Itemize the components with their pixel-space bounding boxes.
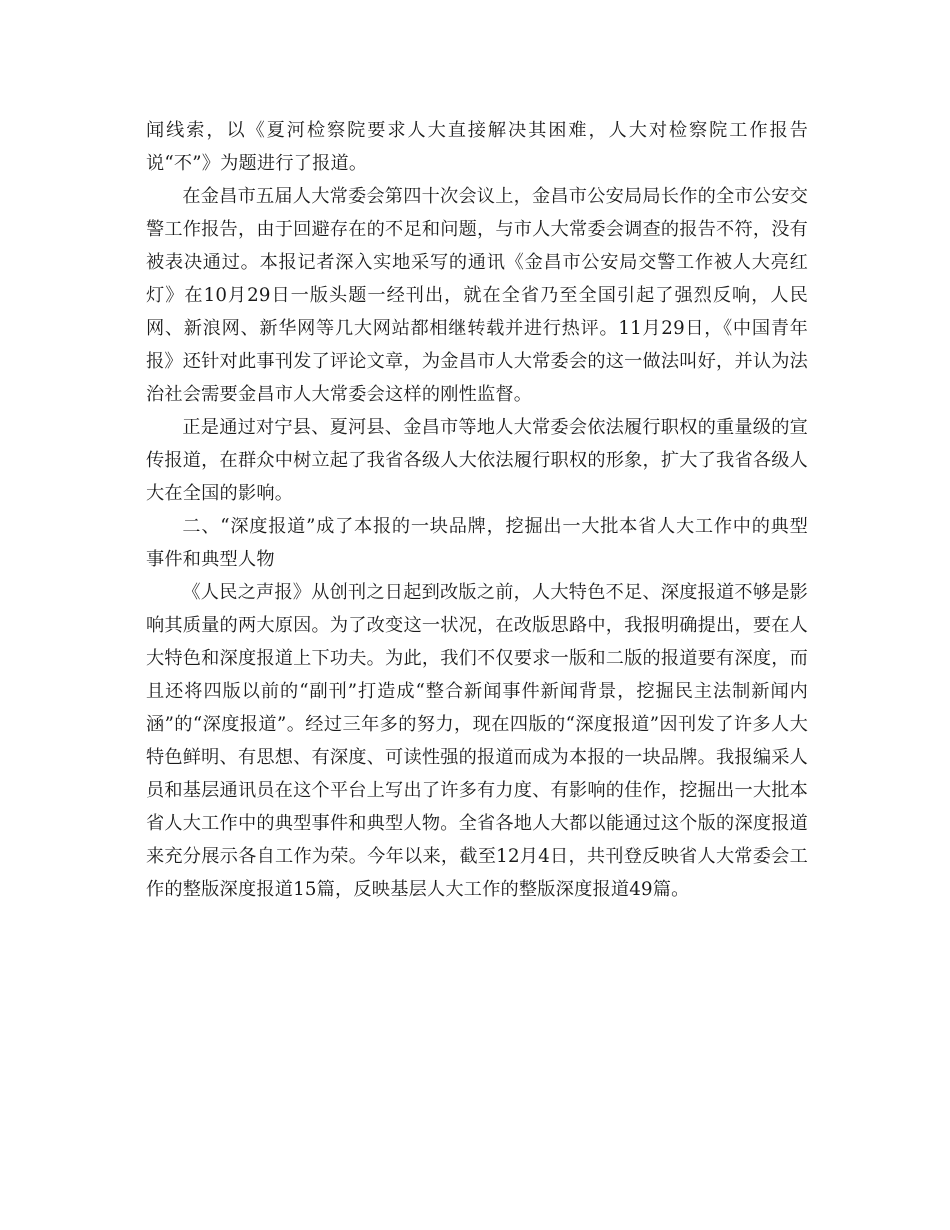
document-body xyxy=(146,114,808,906)
paragraph: 在金昌市五届人大常委会第四十次会议上，金昌市公安局局长作的全市公安交警工作报告，由于回避存在的不足和问题，与市人大常委会调查的报告不符，没有被表决通过。本报记者深入实地采写的通讯《金昌市公安局交警工作被人大亮红灯》在10月29日一版头题一经刊出，就在全省乃至全国引起了强烈反响，人民网、新浪网、新华网等几大网站都相继转载并进行热评。11月29日，《中国青年报》还针对此事刊发了评论文章，为金昌市人大常委会的这一做法叫好，并认为法治社会需要金昌市人大常委会这样的刚性监督。 xyxy=(146,186,808,405)
paragraph: 闻线索，以《夏河检察院要求人大直接解决其困难，人大对检察院工作报告说“不”》为题进行了报道。 xyxy=(146,120,808,174)
paragraph: 《人民之声报》从创刊之日起到改版之前，人大特色不足、深度报道不够是影响其质量的两大原因。为了改变这一状况，在改版思路中，我报明确提出，要在人大特色和深度报道上下功夫。为此，我们不仅要求一版和二版的报道要有深度，而且还将四版以前的“副刊”打造成“整合新闻事件新闻背景，挖掘民主法制新闻内涵”的“深度报道”。经过三年多的努力，现在四版的“深度报道”因刊发了许多人大特色鲜明、有思想、有深度、可读性强的报道而成为本报的一块品牌。我报编采人员和基层通讯员在这个平台上写出了许多有力度、有影响的佳作，挖掘出一大批本省人大工作中的典型事件和典型人物。全省各地人大都以能通过这个版的深度报道来充分展示各自工作为荣。今年以来，截至12月4日，共刊登反映省人大常委会工作的整版深度报道15篇，反映基层人大工作的整版深度报道49篇。 xyxy=(146,582,808,900)
section-heading: 二、“深度报道”成了本报的一块品牌，挖掘出一大批本省人大工作中的典型事件和典型人物 xyxy=(146,516,808,570)
paragraph: 正是通过对宁县、夏河县、金昌市等地人大常委会依法履行职权的重量级的宣传报道，在群众中树立起了我省各级人大依法履行职权的形象，扩大了我省各级人大在全国的影响。 xyxy=(146,417,808,504)
